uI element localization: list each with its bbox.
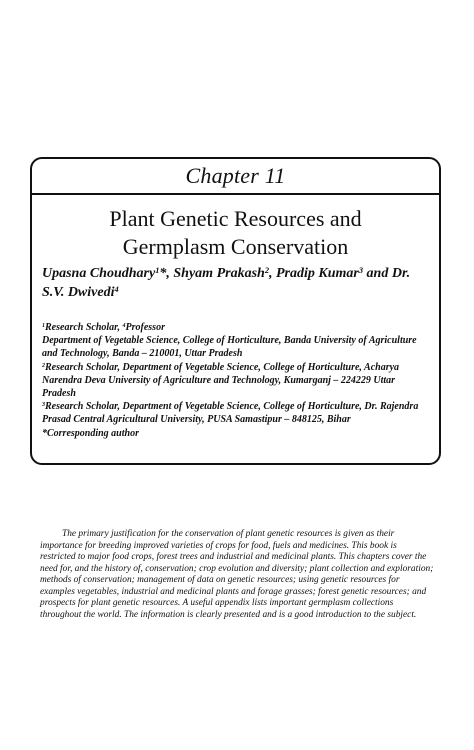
chapter-title-line-1: Plant Genetic Resources and [109,206,362,231]
affiliation-entry [42,321,431,334]
affiliation-list [42,321,431,440]
affiliation-superscript: 4 [122,323,126,329]
chapter-label: Chapter 11 [185,163,286,188]
chapter-abstract: The primary justification for the conservation of plant genetic resources is given as their importance for breeding improved varieties of crops for food, fuels and medicines. This book is restricted to major food crops, forest trees and industrial and medicinal plants. This chapters cover the need for, and the history of, conservation; crop evolution and diversity; plant collection and exploration; methods of conservation; management of data on genetic resources; using genetic resources for examples vegetables, industrial and medicinal plants and forage grasses; forest genetic resources; and prospects for plant genetic resources. A useful appendix lists important germplasm collections throughout the world. The information is clearly presented and is a good introduction to the subject. [40,529,434,620]
chapter-header-box [30,157,441,465]
affiliation-text: Professor [125,322,165,333]
author-name: Pradip Kumar [276,266,359,281]
author-list: Upasna Choudhary$^1$*, Shyam Prakash$^2$, Pradip Kumar$^3$ and Dr. S.V. Dwivedi$^4$ [42,265,411,300]
author-superscript: 2 [264,265,269,275]
affiliation-superscript: 2 [42,362,45,369]
author-superscript: 4 [114,284,119,294]
affiliation-text: Research Scholar, Department of Vegetable Science, College of Horticulture, Dr. Rajendra Prasad Central Agricultural University, PUSA Samastipur – 848125, Bihar [42,401,419,426]
author-mark: * [159,266,167,281]
affiliation-text: Research Scholar, Department of Vegetable Science, College of Horticulture, Acharya Narendra Deva University of Agriculture and Technology, Kumarganj – 224229 Uttar Pradesh [42,361,400,400]
affiliation-entry [42,361,431,401]
chapter-title [32,205,439,261]
author-name: Shyam Prakash [173,266,265,281]
affiliation-superscript: 3 [42,402,45,409]
affiliation-text: Research Scholar, [45,322,121,333]
author-superscript: 3 [358,265,364,275]
author-joiner: and [366,266,389,281]
chapter-divider [32,193,439,195]
affiliation-entry: Department of Vegetable Science, College of Horticulture, Banda University of Agriculture and Technology, Banda – 210001, Uttar Pradesh [42,335,417,360]
chapter-title-line-2: Germplasm Conservation [122,234,349,259]
affiliation-superscript: 1 [42,323,45,329]
author-superscript: 1 [155,265,160,275]
affiliation-entry [42,400,431,426]
author-name: Upasna Choudhary [42,266,156,281]
corresponding-author-note: *Corresponding author [42,427,139,439]
author-name: Dr. S.V. Dwivedi [42,266,411,300]
